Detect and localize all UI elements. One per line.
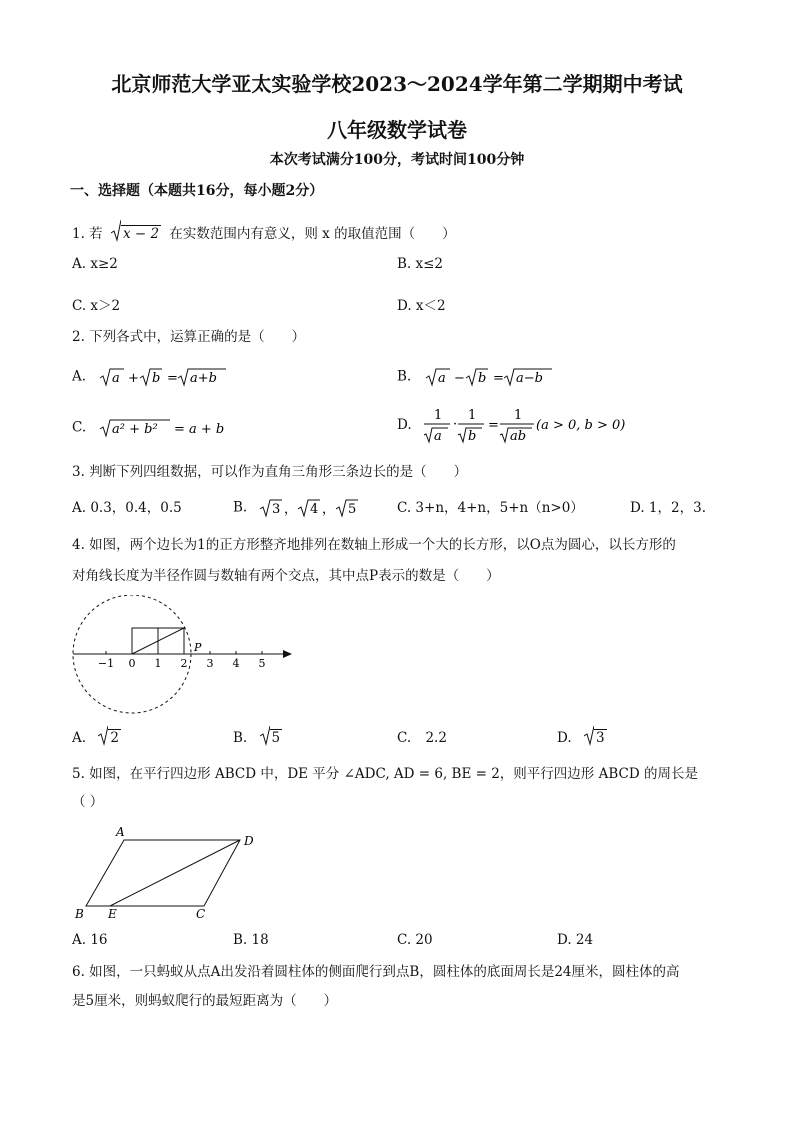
q2-a-t3: b — [152, 371, 161, 386]
q4-number-line-figure — [70, 595, 300, 720]
point-e-label: E — [108, 907, 117, 921]
q2-a-t2: + — [128, 371, 140, 386]
q3-b-v3: 5 — [347, 502, 356, 517]
q1-option-a[interactable]: A. x≥2 — [72, 256, 118, 272]
q3-option-a[interactable]: A. 0.3，0.4，0.5 — [72, 500, 182, 516]
q3-b-v1: 3 — [271, 502, 280, 517]
q2-option-d[interactable] — [397, 404, 642, 446]
q4-a-radicand: 2 — [110, 730, 119, 746]
q2-d-d1: a — [433, 429, 442, 444]
q1-option-c[interactable]: C. x＞2 — [72, 298, 121, 314]
q4-b-radicand: 5 — [271, 730, 281, 746]
q2-option-b[interactable] — [397, 365, 554, 389]
q3-option-b[interactable] — [233, 497, 368, 519]
question-5-line2: （ ） — [72, 794, 104, 810]
svg-text:，: ， — [283, 502, 297, 517]
q2-d-n1: 1 — [433, 408, 443, 423]
q5-option-c[interactable]: C. 20 — [397, 932, 433, 948]
q4-b-label: B. — [233, 730, 248, 746]
exam-title-line1: 北京师范大学亚太实验学校2023～2024学年第二学期期中考试 — [111, 72, 683, 96]
q2-d-label: D. — [397, 417, 412, 433]
parallelogram-abcd — [86, 840, 240, 906]
point-p-label: P — [194, 641, 202, 654]
q3-option-d[interactable]: D. 1，2，3. — [630, 500, 706, 516]
axis-tick-label: 5 — [258, 657, 266, 670]
axis-tick-label: 3 — [206, 657, 214, 670]
vertex-c-label: C — [196, 907, 206, 921]
svg-text:·: · — [452, 417, 458, 432]
axis-tick-label: −1 — [97, 657, 115, 670]
q4-d-radicand: 3 — [595, 730, 605, 746]
unit-square-2 — [158, 628, 184, 654]
q2-b-t1: a — [437, 371, 446, 386]
axis-tick-label: 0 — [128, 657, 136, 670]
q1-sqrt — [111, 224, 161, 244]
q1-radicand: x − 2 — [122, 226, 160, 242]
question-6-line2: 是5厘米，则蚂蚁爬行的最短距离为（ ） — [72, 993, 338, 1009]
q2-d-d3: ab — [509, 429, 527, 444]
q2-d-cond: (a > 0, b > 0) — [535, 418, 626, 433]
q2-b-formula — [424, 365, 554, 389]
vertex-d-label: D — [244, 834, 254, 848]
q2-a-formula — [98, 365, 228, 389]
q5-option-a[interactable]: A. 16 — [72, 932, 108, 948]
question-4-line1: 4. 如图，两个边长为1的正方形整齐地排列在数轴上形成一个大的长方形，以O点为圆心，以长方形的 — [72, 537, 676, 553]
question-5-line1: 5. 如图，在平行四边形 ABCD 中，DE 平分 ∠ADC, AD = 6, BE = 2，则平行四边形 ABCD 的周长是 — [72, 766, 698, 782]
q4-option-d[interactable] — [557, 728, 607, 748]
question-2: 2. 下列各式中，运算正确的是（ ） — [72, 329, 306, 345]
q5-option-b[interactable]: B. 18 — [233, 932, 269, 948]
q2-c-t1: a² + b² — [112, 422, 159, 437]
q2-c-t2: = a + b — [174, 422, 225, 437]
section-heading: 一、选择题（本题共16分，每小题2分） — [70, 183, 324, 199]
q2-b-label: B. — [397, 368, 412, 385]
q4-c-label: C. — [397, 730, 412, 746]
q1-option-b[interactable]: B. x≤2 — [397, 256, 444, 272]
q2-c-label: C. — [72, 419, 87, 436]
q2-b-t5: a−b — [515, 371, 543, 386]
q4-c-value: 2.2 — [425, 730, 447, 746]
axis-tick-label: 1 — [154, 657, 162, 670]
q3-b-formula — [258, 497, 368, 519]
q2-a-t1: a — [112, 371, 121, 386]
q2-b-t2: − — [453, 371, 465, 386]
q2-option-c[interactable] — [72, 416, 238, 440]
segment-de — [110, 840, 240, 906]
axis-arrow-icon — [283, 650, 292, 658]
q4-option-c[interactable] — [397, 728, 447, 748]
q1-option-d[interactable]: D. x＜2 — [397, 298, 446, 314]
q2-d-n3: 1 — [513, 408, 523, 423]
q2-a-label: A. — [72, 368, 87, 385]
question-1 — [72, 224, 456, 244]
q1-suffix: 在实数范围内有意义，则 x 的取值范围（ ） — [169, 226, 456, 242]
q2-c-formula — [98, 416, 238, 440]
q2-b-t3: b — [477, 371, 486, 386]
q5-parallelogram-figure — [70, 820, 270, 925]
question-4-line2: 对角线长度为半径作圆与数轴有两个交点，其中点P表示的数是（ ） — [72, 568, 500, 584]
q4-option-a[interactable] — [72, 728, 121, 748]
q3-option-c[interactable]: C. 3+n，4+n，5+n（n>0） — [397, 500, 584, 516]
unit-square-1 — [132, 628, 158, 654]
svg-text:，: ， — [321, 502, 335, 517]
exam-title-line2: 八年级数学试卷 — [327, 118, 467, 142]
axis-tick-label: 2 — [180, 657, 188, 670]
q2-d-n2: 1 — [467, 408, 477, 423]
q2-d-formula — [422, 404, 642, 446]
radical-sign — [111, 218, 121, 242]
vertex-a-label: A — [116, 825, 125, 839]
q3-b-v2: 4 — [309, 502, 318, 517]
question-6-line1: 6. 如图，一只蚂蚁从点A出发沿着圆柱体的侧面爬行到点B，圆柱体的底面周长是24厘米，圆柱体的高 — [72, 964, 680, 980]
q2-a-t4: = — [167, 371, 179, 386]
q2-option-a[interactable] — [72, 365, 228, 389]
q2-b-t4: = — [492, 371, 504, 386]
question-3: 3. 判断下列四组数据，可以作为直角三角形三条边长的是（ ） — [72, 464, 468, 480]
q5-option-d[interactable]: D. 24 — [557, 932, 594, 948]
vertex-b-label: B — [75, 907, 84, 921]
q4-option-b[interactable] — [233, 728, 282, 748]
q4-a-label: A. — [72, 730, 87, 746]
q2-a-t5: a+b — [190, 371, 218, 386]
axis-tick-label: 4 — [232, 657, 240, 670]
q3-b-label: B. — [233, 499, 248, 516]
q2-d-eq: = — [487, 418, 499, 433]
q1-prefix: 1. 若 — [72, 226, 103, 242]
exam-note: 本次考试满分100分，考试时间100分钟 — [269, 152, 525, 168]
q2-d-d2: b — [467, 429, 477, 444]
q4-d-label: D. — [557, 730, 572, 746]
